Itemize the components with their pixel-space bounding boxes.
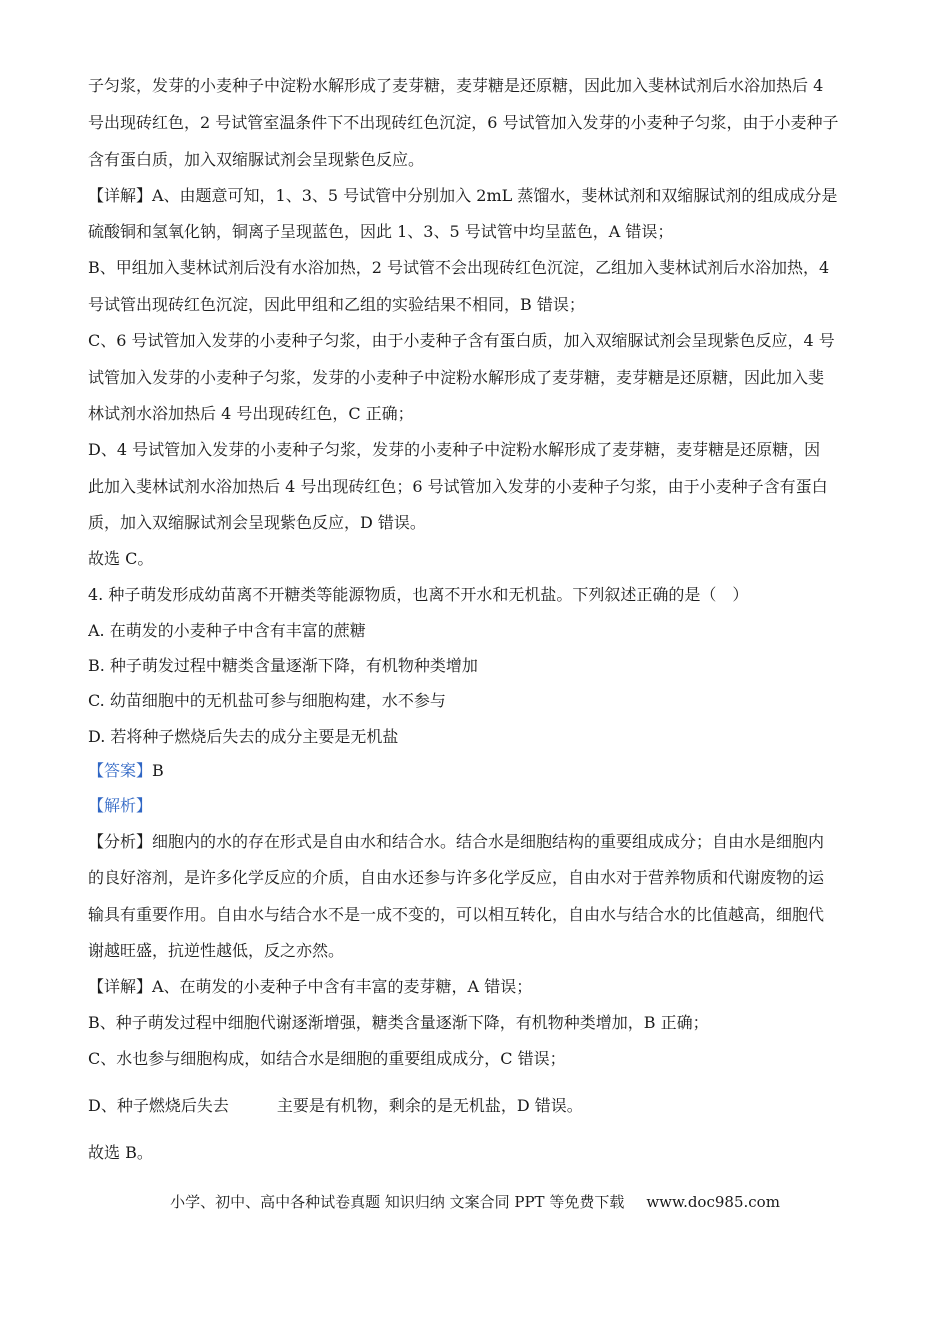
text-line: 含有蛋白质，加入双缩脲试剂会呈现紫色反应。 <box>88 150 425 169</box>
option-d: D. 若将种子燃烧后失去的成分主要是无机盐 <box>88 727 399 746</box>
text-line: B、种子萌发过程中细胞代谢逐渐增强，糖类含量逐渐下降，有机物种类增加，B 正确； <box>88 1013 709 1032</box>
answer-label: 【答案】 <box>88 761 153 780</box>
text-line: C、6 号试管加入发芽的小麦种子匀浆，由于小麦种子含有蛋白质，加入双缩脲试剂会呈现紫色反应，4 号 <box>88 331 835 350</box>
answer-value: B <box>152 761 164 780</box>
footer-url[interactable]: www.doc985.com <box>646 1193 780 1211</box>
text-line: 的良好溶剂，是许多化学反应的介质，自由水还参与许多化学反应，自由水对于营养物质和代谢废物的运 <box>88 868 825 887</box>
text-line: 试管加入发芽的小麦种子匀浆，发芽的小麦种子中淀粉水解形成了麦芽糖，麦芽糖是还原糖，因此加入斐 <box>88 368 825 387</box>
text-line: D、4 号试管加入发芽的小麦种子匀浆，发芽的小麦种子中淀粉水解形成了麦芽糖，麦芽糖是还原糖，因 <box>88 440 821 459</box>
question-stem: 4. 种子萌发形成幼苗离不开糖类等能源物质，也离不开水和无机盐。下列叙述正确的是（ ） <box>88 585 749 604</box>
text-line: 号试管出现砖红色沉淀，因此甲组和乙组的实验结果不相同，B 错误； <box>88 295 585 314</box>
text-line: 林试剂水浴加热后 4 号出现砖红色，C 正确； <box>88 404 414 423</box>
text-line: 输具有重要作用。自由水与结合水不是一成不变的，可以相互转化，自由水与结合水的比值越高，细胞代 <box>88 905 825 924</box>
text-line: 子匀浆，发芽的小麦种子中淀粉水解形成了麦芽糖，麦芽糖是还原糖，因此加入斐林试剂后水浴加热后 4 <box>88 76 824 95</box>
option-c: C. 幼苗细胞中的无机盐可参与细胞构建，水不参与 <box>88 691 446 710</box>
text-line: D、种子燃烧后失去 主要是有机物，剩余的是无机盐，D 错误。 <box>88 1096 583 1115</box>
footer-text: 小学、初中、高中各种试卷真题 知识归纳 文案合同 PPT 等免费下载 <box>170 1193 625 1211</box>
text-line: 硫酸铜和氢氧化钠，铜离子呈现蓝色，因此 1、3、5 号试管中均呈蓝色，A 错误； <box>88 222 674 241</box>
text-line: 【分析】细胞内的水的存在形式是自由水和结合水。结合水是细胞结构的重要组成成分；自由水是细胞内 <box>88 832 825 851</box>
text-line: 故选 C。 <box>88 549 154 568</box>
answer-line <box>88 761 868 781</box>
text-line: B、甲组加入斐林试剂后没有水浴加热，2 号试管不会出现砖红色沉淀，乙组加入斐林试剂后水浴加热，4 <box>88 258 830 277</box>
page-footer <box>0 1192 950 1212</box>
text-line: 【详解】A、在萌发的小麦种子中含有丰富的麦芽糖，A 错误； <box>88 977 533 996</box>
text-line: 谢越旺盛，抗逆性越低，反之亦然。 <box>88 941 345 960</box>
text-line: 【详解】A、由题意可知，1、3、5 号试管中分别加入 2mL 蒸馏水，斐林试剂和双缩脲试剂的组成成分是 <box>88 186 838 205</box>
text-line: 号出现砖红色，2 号试管室温条件下不出现砖红色沉淀，6 号试管加入发芽的小麦种子匀浆，由于小麦种子 <box>88 113 839 132</box>
text-line: 质，加入双缩脲试剂会呈现紫色反应，D 错误。 <box>88 513 426 532</box>
text-line: C、水也参与细胞构成，如结合水是细胞的重要组成成分，C 错误； <box>88 1049 566 1068</box>
analysis-label: 【解析】 <box>88 796 153 815</box>
option-a: A. 在萌发的小麦种子中含有丰富的蔗糖 <box>88 621 366 640</box>
text-line: 故选 B。 <box>88 1143 153 1162</box>
option-b: B. 种子萌发过程中糖类含量逐渐下降，有机物种类增加 <box>88 656 478 675</box>
text-line: 此加入斐林试剂水浴加热后 4 号出现砖红色；6 号试管加入发芽的小麦种子匀浆，由于小麦种子含有蛋白 <box>88 477 828 496</box>
